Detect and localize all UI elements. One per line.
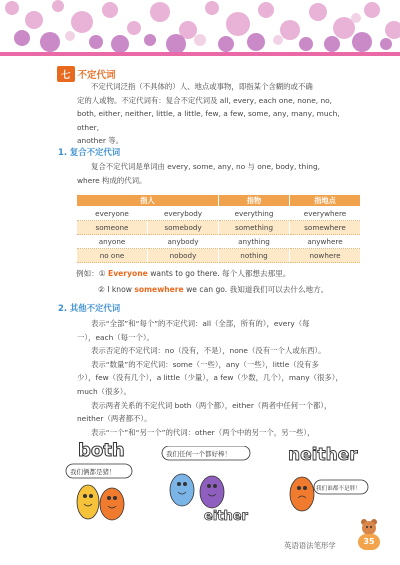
compound-pronoun-table [76, 194, 361, 263]
table-header-place: 指地点 [290, 195, 361, 207]
section-number-badge: 七 [57, 66, 75, 82]
part2-line: 表示“一个”和“另一个”的代词：other（两个中的另一个，另一些）， [91, 427, 315, 437]
table-cell: everywhere [290, 207, 361, 221]
part2-line: 少），few（没有几个），a little（少量），a few（少数，几个），many（很多）， [77, 373, 343, 383]
page-number: 35 [358, 534, 380, 550]
decorative-header-band [0, 0, 400, 52]
highlight-word: Everyone [108, 269, 148, 278]
neither-bubble-text: 我们谁都不是胖！ [316, 486, 361, 492]
example-text: I know [107, 285, 132, 294]
highlight-word: somewhere [134, 285, 184, 294]
either-cartoon [160, 446, 270, 536]
polka-dot-pattern [0, 0, 400, 52]
table-cell: anyone [77, 235, 148, 249]
table-cell: something [219, 221, 290, 235]
example-text: we can go. 我知道我们可以去什么地方。 [186, 285, 329, 294]
table-cell: someone [77, 221, 148, 235]
intro-line: both, either, neither, little, a little, few, a few, some, any, many, much, other, [77, 109, 340, 132]
table-cell: nowhere [290, 249, 361, 263]
intro-line: 不定代词泛指（不具体的）人、地点或事物，即指某个含糊的或不确 [91, 82, 313, 91]
table-cell: somewhere [290, 221, 361, 235]
table-row [77, 235, 361, 249]
both-cartoon [60, 440, 160, 530]
header-rule [0, 52, 400, 56]
table-cell: everyone [77, 207, 148, 221]
both-bubble-text: 我们俩都是猪！ [70, 468, 116, 476]
table-header-person: 指人 [77, 195, 219, 207]
part2-line: neither（两者都不）。 [77, 414, 152, 424]
subsection-heading-1: 1. 复合不定代词 [58, 147, 121, 157]
example-1 [76, 268, 290, 279]
table-header-row [77, 195, 361, 207]
neither-cartoon [280, 442, 370, 532]
part2-line: 表示两者关系的不定代词 both（两个都），either（两者中任何一个都）， [91, 400, 332, 410]
example-number: ① [98, 269, 106, 278]
part1-line: 复合不定代词是单词由 every, some, any, no 与 one, body, thing, [91, 162, 321, 171]
table-cell: anything [219, 235, 290, 249]
section-label: 不定代词 [77, 70, 116, 81]
table-row [77, 249, 361, 263]
table-cell: no one [77, 249, 148, 263]
either-bubble-text: 我们任何一个都好棒！ [166, 450, 231, 458]
table-header-thing: 指物 [219, 195, 290, 207]
table-row [77, 207, 361, 221]
table-cell: anywhere [290, 235, 361, 249]
intro-paragraph [77, 80, 362, 148]
part2-line: much（很多）。 [77, 386, 131, 396]
intro-line: another 等。 [77, 136, 124, 146]
part2-line: 一），each（每一个）。 [77, 332, 154, 342]
table-cell: everything [219, 207, 290, 221]
example-text: wants to go there. 每个人都想去那里。 [150, 269, 291, 278]
part2-body [77, 317, 362, 439]
book-title-footer: 英语语法笔形学 [284, 541, 336, 550]
table-row [77, 221, 361, 235]
part1-line: where 构成的代词。 [77, 175, 147, 185]
subsection-heading-2: 2. 其他不定代词 [58, 303, 121, 313]
example-2 [98, 284, 328, 295]
part2-line: 表示“全部”和“每个”的不定代词：all（全部，所有的），every（每 [91, 319, 310, 328]
either-word: either [204, 509, 248, 524]
both-word: both [78, 440, 125, 461]
intro-line: 定的人或物。不定代词有：复合不定代词及 all, every, each one, none, no, [77, 95, 333, 105]
table-cell: anybody [148, 235, 219, 249]
example-prefix: 例如： [76, 269, 99, 278]
neither-word: neither [288, 445, 358, 465]
part1-description [77, 160, 362, 187]
part2-line: 表示否定的不定代词：no（没有，不是），none（没有一个人或东西）。 [91, 346, 326, 356]
table-cell: somebody [148, 221, 219, 235]
example-number: ② [98, 285, 105, 294]
table-cell: nobody [148, 249, 219, 263]
part2-line: 表示“数量”的不定代词：some（一些），any（一些），little（没有多 [91, 359, 319, 369]
table-cell: everybody [148, 207, 219, 221]
table-cell: nothing [219, 249, 290, 263]
